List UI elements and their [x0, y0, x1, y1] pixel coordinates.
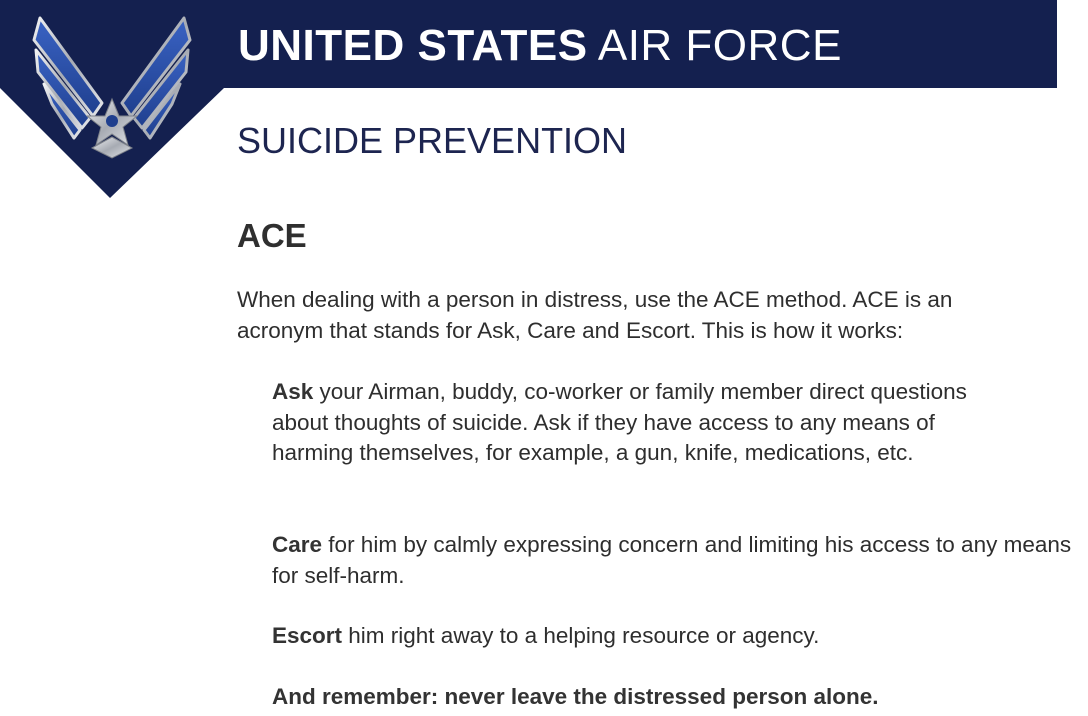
ask-text: your Airman, buddy, co-worker or family member direct questions about thoughts of suicide. Ask if they have access to any means of harming themselves, for example, a gun, knife, medications, etc. [272, 379, 967, 465]
page-title [238, 20, 842, 72]
air-force-symbol-icon [0, 0, 224, 200]
ask-item [272, 377, 1007, 469]
title-bold: UNITED STATES [238, 21, 588, 70]
page-subtitle: SUICIDE PREVENTION [237, 120, 628, 161]
care-item [272, 530, 1072, 591]
reminder-text: And remember: never leave the distressed person alone. [272, 684, 879, 709]
title-light: AIR FORCE [587, 21, 842, 70]
intro-paragraph: When dealing with a person in distress, use the ACE method. ACE is an acronym that stands for Ask, Care and Escort. This is how it works: [237, 287, 953, 343]
escort-text: him right away to a helping resource or agency. [342, 623, 820, 648]
section-heading: ACE [237, 217, 307, 254]
care-text: for him by calmly expressing concern and limiting his access to any means for self-harm. [272, 532, 1072, 588]
care-term: Care [272, 532, 323, 557]
escort-term: Escort [272, 623, 343, 648]
ask-term: Ask [272, 379, 314, 404]
escort-item [272, 621, 1072, 652]
